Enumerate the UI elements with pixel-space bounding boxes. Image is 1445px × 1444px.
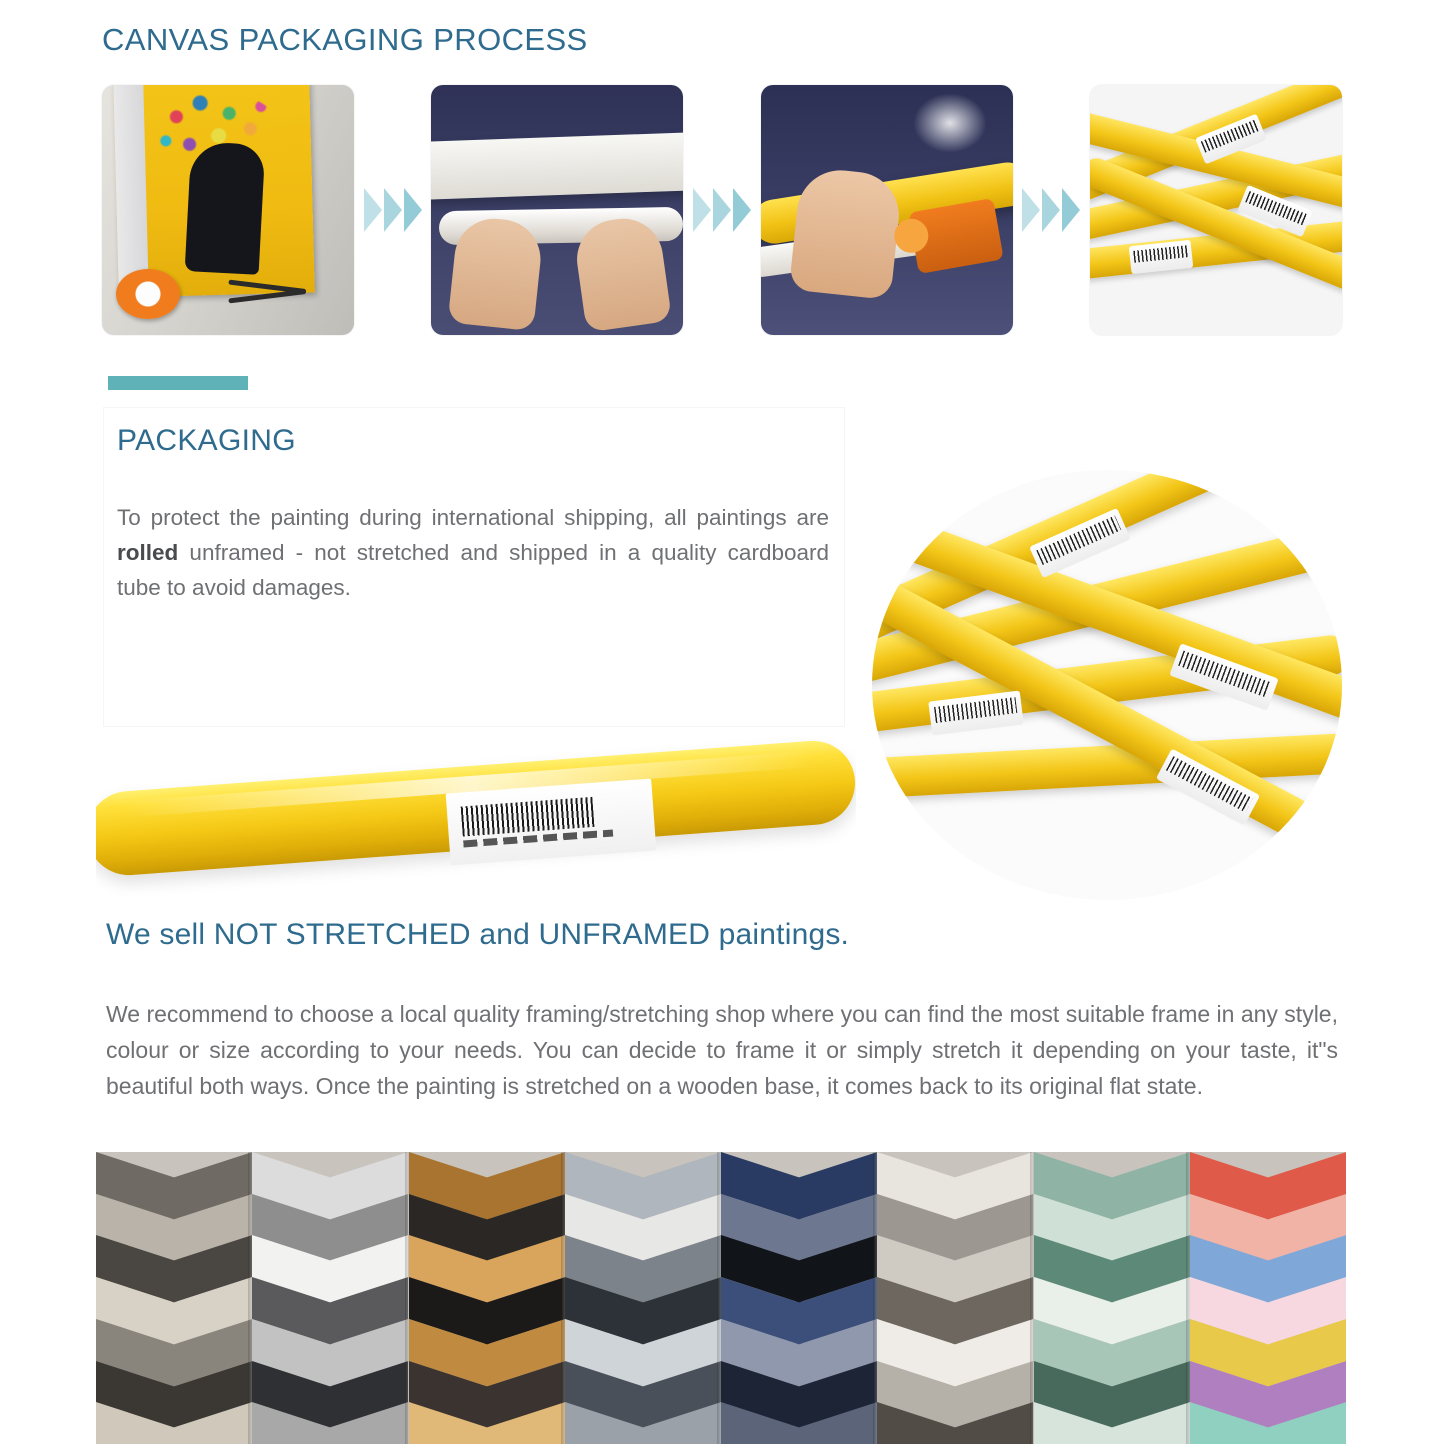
- step-4-bundled-tubes-photo: [1090, 85, 1342, 335]
- chevron-right-icon: [1042, 188, 1060, 232]
- chevron-right-icon: [404, 188, 422, 232]
- chevron-right-icon: [384, 188, 402, 232]
- frame-column-6: [877, 1152, 1033, 1444]
- frame-samples-photo: [96, 1152, 1346, 1444]
- frame-column-4: [565, 1152, 721, 1444]
- arrow-2: [683, 180, 760, 240]
- chevron-right-icon: [693, 188, 711, 232]
- frame-column-1: [96, 1152, 252, 1444]
- packaging-text-1: To protect the painting during international shipping, all paintings are: [117, 505, 829, 530]
- teal-divider: [108, 376, 248, 390]
- arrow-3: [1013, 180, 1090, 240]
- step-1-canvas-print-photo: [102, 85, 354, 335]
- chevron-right-icon: [364, 188, 382, 232]
- frame-column-3: [409, 1152, 565, 1444]
- step-2-rolling-paper-photo: [431, 85, 683, 335]
- process-title-banner: [102, 16, 722, 64]
- single-tube-photo: [96, 728, 856, 908]
- chevron-right-icon: [1022, 188, 1040, 232]
- chevron-right-icon: [713, 188, 731, 232]
- chevron-right-icon: [1062, 188, 1080, 232]
- arrow-1: [354, 180, 431, 240]
- tube-barcode-label: [446, 779, 657, 866]
- step-3-taping-tube-photo: [761, 85, 1013, 335]
- unframed-paragraph: We recommend to choose a local quality framing/stretching shop where you can find the most suitable frame in any style, colour or size according to your needs. You can decide to frame it or simply stretch it depending on your taste, it"s beautiful both ways. Once the painting is stretched on a wooden base, it comes back to its original flat state.: [106, 1001, 1338, 1099]
- rolled-tubes-circle-photo: [872, 470, 1342, 900]
- frame-column-8: [1190, 1152, 1346, 1444]
- unframed-headline: We sell NOT STRETCHED and UNFRAMED paintings.: [106, 918, 850, 951]
- packaging-text-2: unframed - not stretched and shipped in a quality cardboard tube to avoid damages.: [117, 540, 829, 600]
- packaging-description: [117, 500, 829, 605]
- chevron-right-icon: [733, 188, 751, 232]
- frame-column-2: [252, 1152, 408, 1444]
- frame-column-7: [1034, 1152, 1190, 1444]
- packaging-bold-word: rolled: [117, 540, 179, 565]
- packaging-title: PACKAGING: [117, 424, 296, 457]
- page-title: CANVAS PACKAGING PROCESS: [102, 22, 588, 57]
- process-steps-row: [102, 84, 1342, 336]
- frame-column-5: [721, 1152, 877, 1444]
